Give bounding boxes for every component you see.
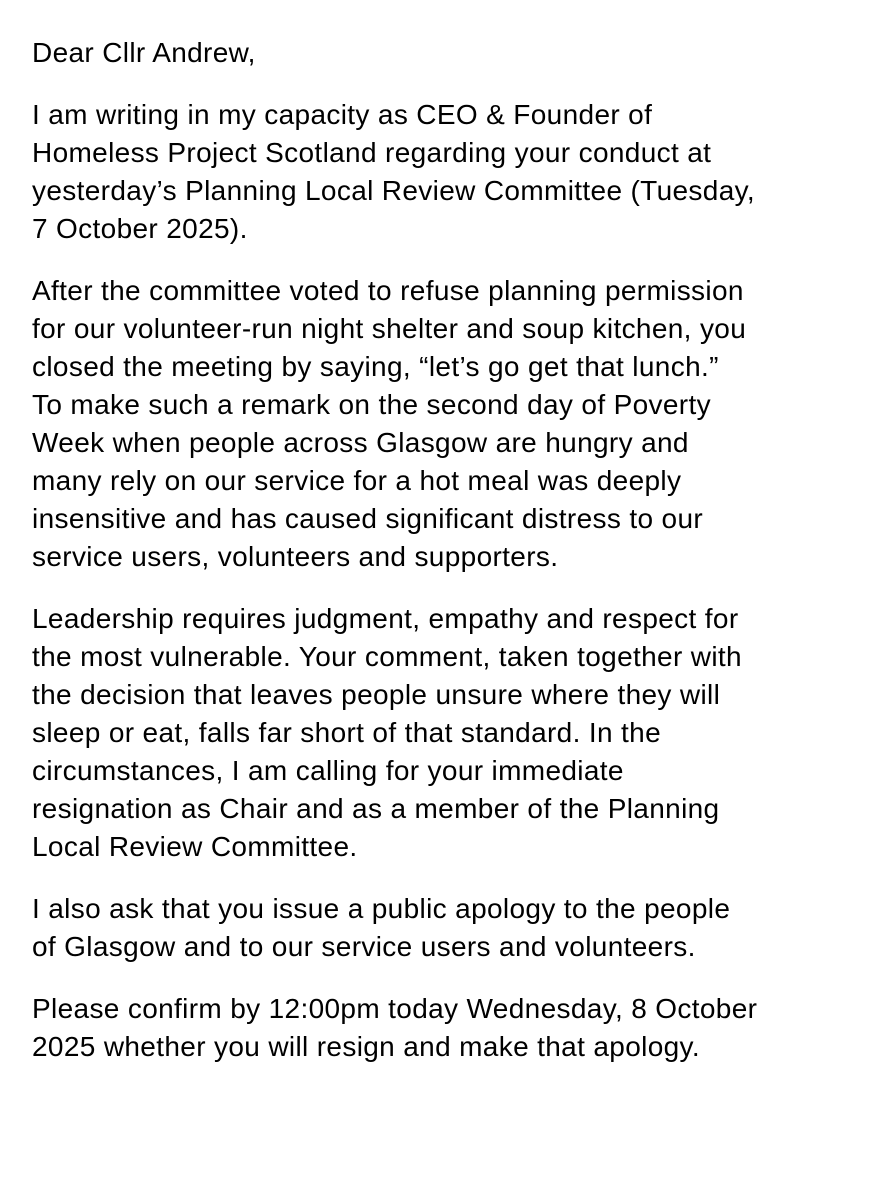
text-line: the decision that leaves people unsure where they will: [32, 679, 721, 710]
text-line: for our volunteer-run night shelter and soup kitchen, you: [32, 313, 747, 344]
paragraph-introduction: [32, 96, 872, 248]
text-line: of Glasgow and to our service users and volunteers.: [32, 931, 696, 962]
paragraph-apology-request: [32, 890, 872, 966]
text-line: 2025 whether you will resign and make that apology.: [32, 1031, 700, 1062]
paragraph-deadline: [32, 990, 872, 1066]
salutation-line: Dear Cllr Andrew,: [32, 37, 256, 68]
salutation: [32, 34, 872, 72]
text-line: After the committee voted to refuse planning permission: [32, 275, 744, 306]
text-line: yesterday’s Planning Local Review Committee (Tuesday,: [32, 175, 756, 206]
text-line: 7 October 2025).: [32, 213, 248, 244]
text-line: Please confirm by 12:00pm today Wednesday, 8 October: [32, 993, 758, 1024]
letter-body: [32, 34, 872, 1090]
text-line: resignation as Chair and as a member of the Planning: [32, 793, 720, 824]
text-line: service users, volunteers and supporters.: [32, 541, 559, 572]
text-line: insensitive and has caused significant distress to our: [32, 503, 704, 534]
text-line: many rely on our service for a hot meal was deeply: [32, 465, 682, 496]
text-line: To make such a remark on the second day of Poverty: [32, 389, 711, 420]
text-line: circumstances, I am calling for your immediate: [32, 755, 624, 786]
text-line: sleep or eat, falls far short of that standard. In the: [32, 717, 662, 748]
text-line: I also ask that you issue a public apology to the people: [32, 893, 731, 924]
text-line: Week when people across Glasgow are hungry and: [32, 427, 689, 458]
text-line: Homeless Project Scotland regarding your conduct at: [32, 137, 712, 168]
paragraph-resignation-call: [32, 600, 872, 866]
paragraph-incident: [32, 272, 872, 576]
text-line: Leadership requires judgment, empathy and respect for: [32, 603, 739, 634]
text-line: the most vulnerable. Your comment, taken together with: [32, 641, 742, 672]
text-line: I am writing in my capacity as CEO & Founder of: [32, 99, 653, 130]
text-line: closed the meeting by saying, “let’s go get that lunch.”: [32, 351, 719, 382]
text-line: Local Review Committee.: [32, 831, 358, 862]
